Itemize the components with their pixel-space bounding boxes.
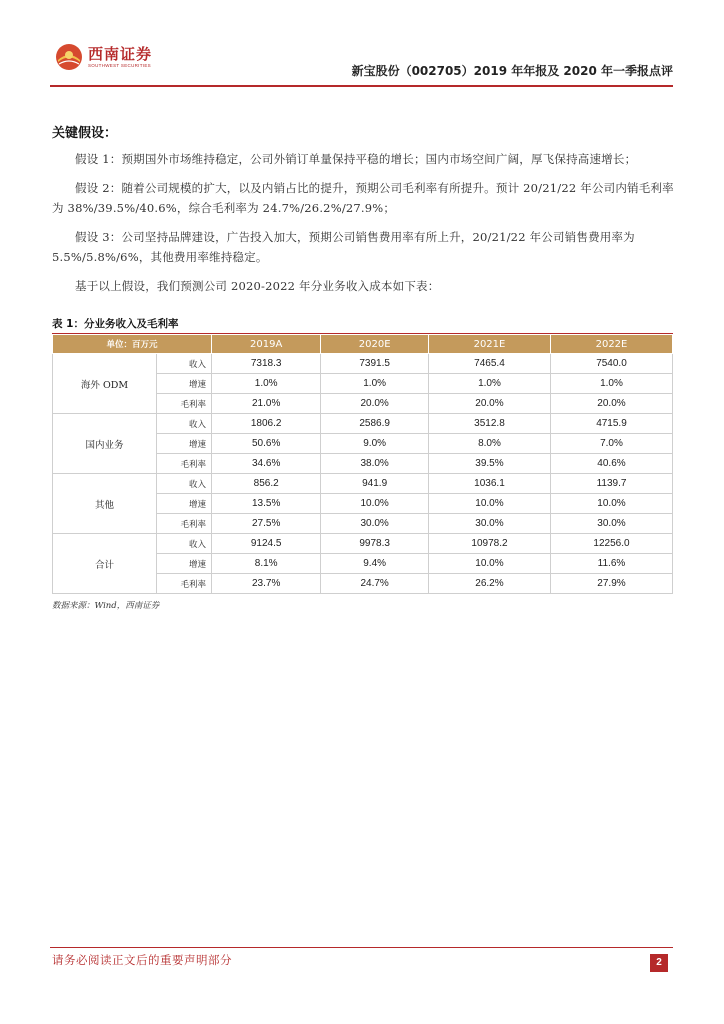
row-group-label: 国内业务 [53, 414, 157, 474]
metric-label: 收入 [157, 354, 212, 374]
table-cell: 1036.1 [428, 474, 550, 494]
table-cell: 9.0% [321, 434, 429, 454]
metric-label: 毛利率 [157, 454, 212, 474]
table-cell: 856.2 [212, 474, 321, 494]
table-cell: 27.9% [550, 574, 672, 594]
table-cell: 7465.4 [428, 354, 550, 374]
disclaimer-text: 请务必阅读正文后的重要声明部分 [52, 953, 232, 967]
table-cell: 8.1% [212, 554, 321, 574]
table-cell: 9124.5 [212, 534, 321, 554]
table-cell: 50.6% [212, 434, 321, 454]
logo-chinese-name: 西南证券 [88, 44, 153, 63]
row-group-label: 其他 [53, 474, 157, 534]
table-cell: 9978.3 [321, 534, 429, 554]
table-cell: 10.0% [550, 494, 672, 514]
table-cell: 941.9 [321, 474, 429, 494]
unit-header: 单位：百万元 [53, 335, 212, 354]
table-cell: 24.7% [321, 574, 429, 594]
page-header [50, 38, 673, 82]
table-cell: 10.0% [321, 494, 429, 514]
metric-label: 收入 [157, 414, 212, 434]
table-cell: 1139.7 [550, 474, 672, 494]
table-cell: 9.4% [321, 554, 429, 574]
table-cell: 12256.0 [550, 534, 672, 554]
column-header: 2021E [428, 335, 550, 354]
table-cell: 13.5% [212, 494, 321, 514]
table-cell: 21.0% [212, 394, 321, 414]
revenue-margin-table [52, 334, 673, 594]
table-cell: 38.0% [321, 454, 429, 474]
table-cell: 10.0% [428, 494, 550, 514]
metric-label: 毛利率 [157, 514, 212, 534]
table-cell: 30.0% [321, 514, 429, 534]
table-cell: 7318.3 [212, 354, 321, 374]
footer-divider [50, 947, 673, 948]
table-intro-paragraph: 基于以上假设，我们预测公司 2020-2022 年分业务收入成本如下表： [75, 278, 440, 293]
header-divider [50, 85, 673, 87]
metric-label: 增速 [157, 554, 212, 574]
table-caption: 表 1：分业务收入及毛利率 [52, 318, 179, 330]
column-header: 2022E [550, 335, 672, 354]
table-cell: 27.5% [212, 514, 321, 534]
table-cell: 20.0% [428, 394, 550, 414]
metric-label: 收入 [157, 474, 212, 494]
table-cell: 1.0% [428, 374, 550, 394]
table-cell: 20.0% [321, 394, 429, 414]
table-row [53, 474, 673, 494]
section-title: 关键假设： [52, 126, 118, 141]
logo-english-name: SOUTHWEST SECURITIES [88, 62, 151, 68]
metric-label: 增速 [157, 434, 212, 454]
table-cell: 1.0% [212, 374, 321, 394]
table-cell: 2586.9 [321, 414, 429, 434]
page-number: 2 [650, 954, 668, 972]
table-cell: 26.2% [428, 574, 550, 594]
logo-emblem-icon [54, 42, 84, 72]
table-cell: 30.0% [550, 514, 672, 534]
table-row [53, 414, 673, 434]
column-header: 2020E [321, 335, 429, 354]
table-cell: 11.6% [550, 554, 672, 574]
table-cell: 39.5% [428, 454, 550, 474]
table-cell: 4715.9 [550, 414, 672, 434]
table-cell: 7391.5 [321, 354, 429, 374]
company-logo [54, 42, 152, 72]
table-cell: 1806.2 [212, 414, 321, 434]
column-header: 2019A [212, 335, 321, 354]
table-cell: 7.0% [550, 434, 672, 454]
table-cell: 10.0% [428, 554, 550, 574]
table-cell: 1.0% [550, 374, 672, 394]
table-cell: 40.6% [550, 454, 672, 474]
assumptions-section [52, 122, 674, 304]
assumption-paragraph: 假设 1：预期国外市场维持稳定，公司外销订单量保持平稳的增长；国内市场空间广阔，厚飞保持高速增长； [75, 152, 637, 166]
metric-label: 收入 [157, 534, 212, 554]
table-cell: 30.0% [428, 514, 550, 534]
data-source-note: 数据来源：Wind，西南证券 [52, 601, 160, 611]
row-group-label: 海外 ODM [53, 354, 157, 414]
table-body [53, 354, 673, 594]
table-row [53, 534, 673, 554]
table-cell: 34.6% [212, 454, 321, 474]
assumption-paragraph: 假设 2：随着公司规模的扩大，以及内销占比的提升，预期公司毛利率有所提升。预计 20/21/22 年公司内销毛利率为 38%/39.5%/40.6%，综合毛利率为 24.7%/26.2%/27.9%； [52, 180, 674, 215]
metric-label: 增速 [157, 374, 212, 394]
table-row [53, 354, 673, 374]
metric-label: 增速 [157, 494, 212, 514]
table-cell: 7540.0 [550, 354, 672, 374]
table-cell: 20.0% [550, 394, 672, 414]
table-cell: 1.0% [321, 374, 429, 394]
report-title: 新宝股份（002705）2019 年年报及 2020 年一季报点评 [351, 64, 673, 78]
table-cell: 8.0% [428, 434, 550, 454]
table-header-row [53, 335, 673, 354]
table-cell: 23.7% [212, 574, 321, 594]
table-cell: 10978.2 [428, 534, 550, 554]
assumption-paragraph: 假设 3：公司坚持品牌建设，广告投入加大，预期公司销售费用率有所上升，20/21/22 年公司销售费用率为 5.5%/5.8%/6%，其他费用率维持稳定。 [52, 229, 635, 264]
metric-label: 毛利率 [157, 394, 212, 414]
metric-label: 毛利率 [157, 574, 212, 594]
row-group-label: 合计 [53, 534, 157, 594]
table-cell: 3512.8 [428, 414, 550, 434]
